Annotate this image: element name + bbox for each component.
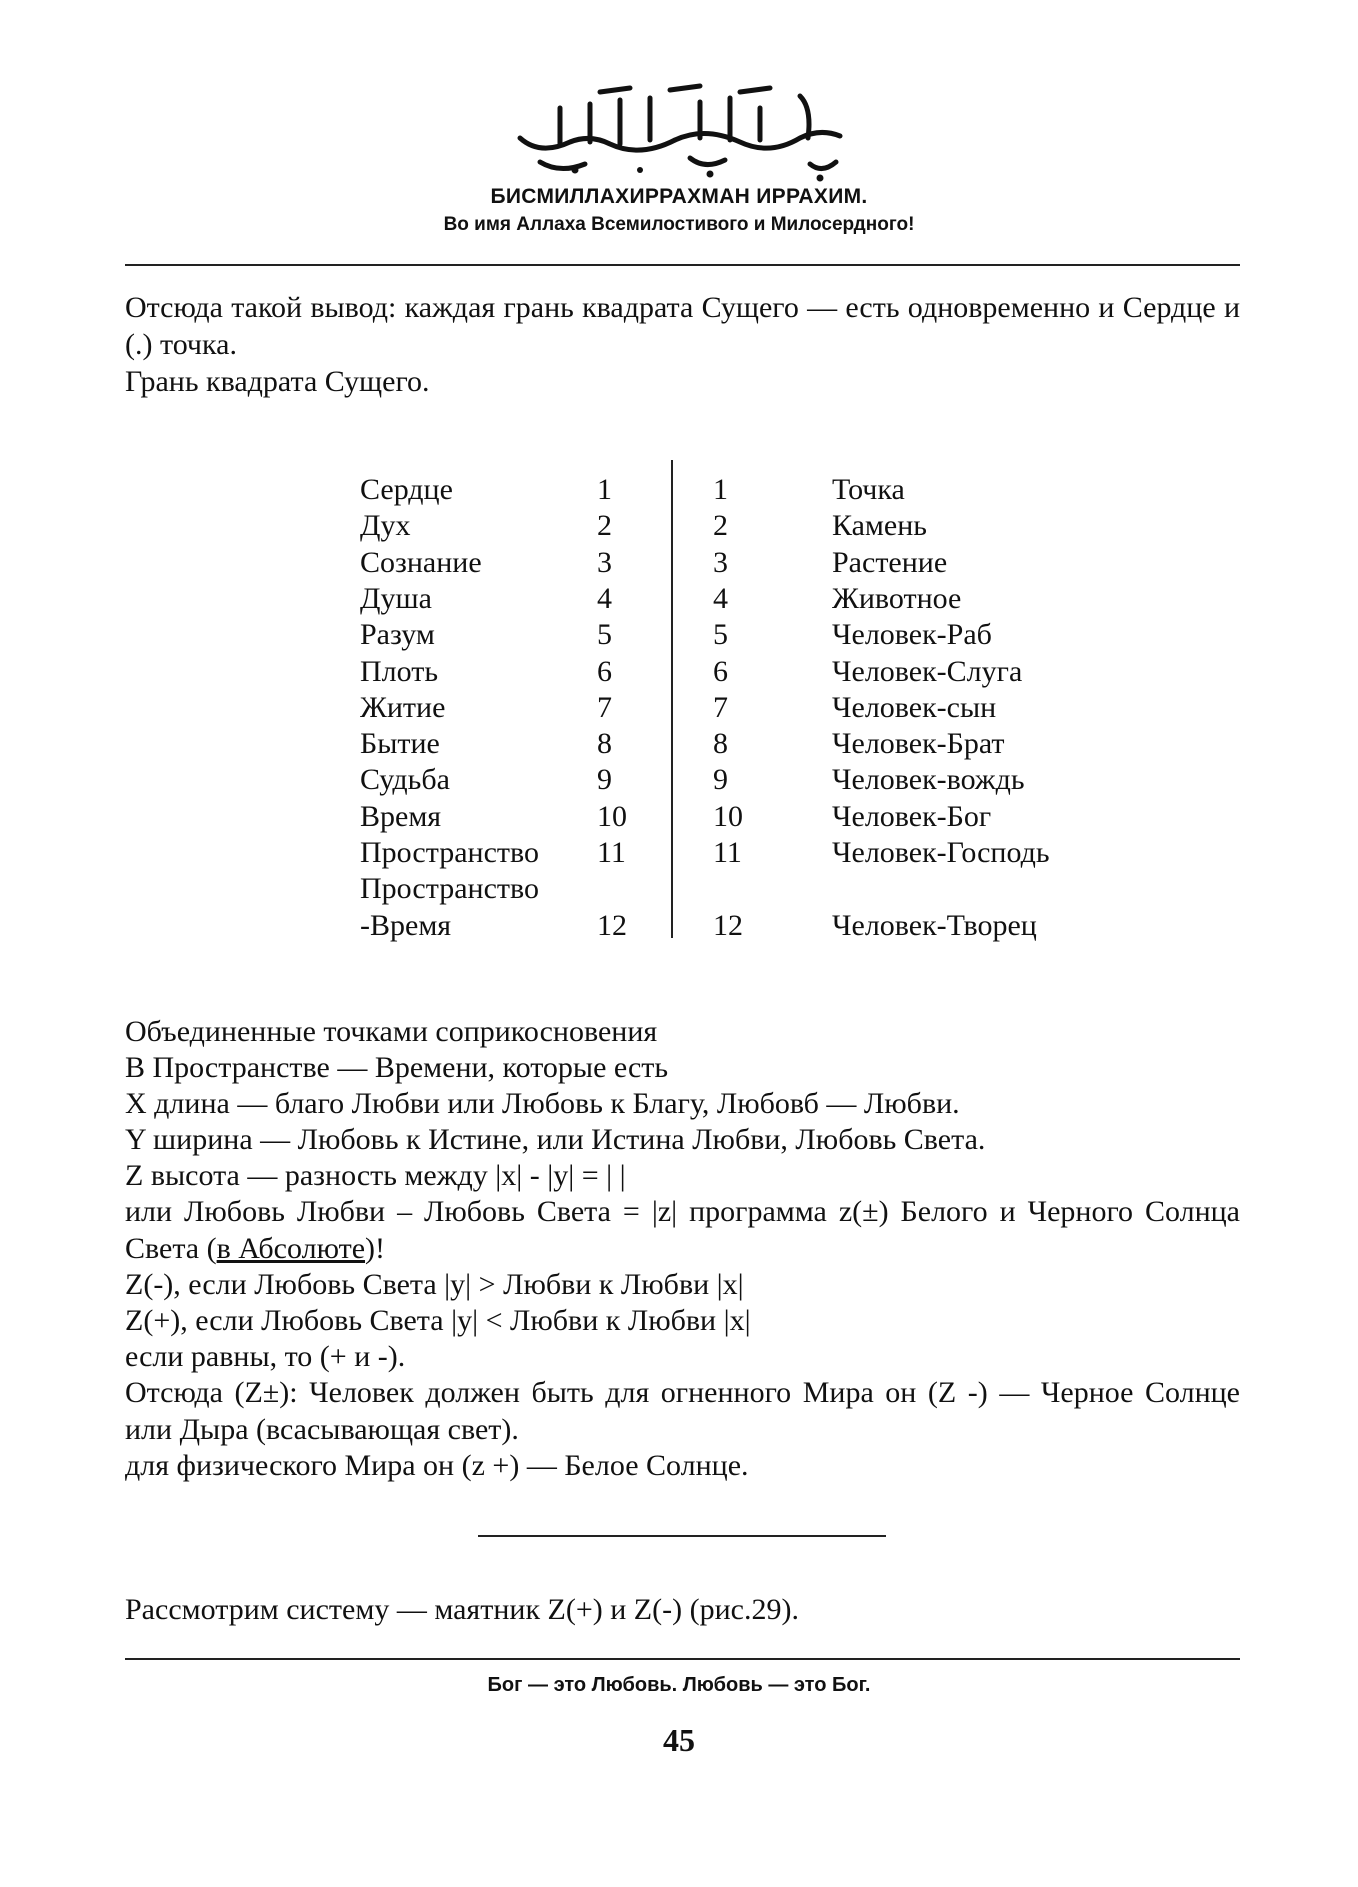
row-label-left: Судьба [360,763,450,797]
row-label-left: Бытие [360,727,440,761]
row-label-left: Пространство [360,872,539,906]
row-label-left: Плоть [360,654,439,688]
header-bismillah: БИСМИЛЛАХИРРАХМАН ИРРАХИМ. [490,185,868,208]
body-line: В Пространстве — Времени, которые есть [125,1051,669,1084]
footer-motto: Бог — это Любовь. Любовь — это Бог. [487,1674,871,1696]
row-number-left: 9 [597,763,612,797]
underlined-text: в Абсолюте [216,1231,366,1265]
row-number-right: 7 [713,690,728,724]
row-label-right: Человек-вождь [832,763,1025,797]
row-number-left: 5 [597,618,612,652]
row-label-right: Человек-Слуга [832,654,1023,688]
row-label-left: Душа [360,581,432,615]
body-line: Z(+), если Любовь Света |y| < Любви к Любви |x| [125,1304,751,1337]
header-divider [125,264,1240,266]
row-label-left: Время [360,799,442,833]
row-number-right: 4 [713,581,728,615]
row-label-right: Человек-Раб [832,618,992,652]
row-number-left: 2 [597,509,612,543]
row-label-right: Точка [832,473,905,506]
body-line: если равны, то (+ и -). [125,1340,406,1373]
row-label-right: Животное [832,581,962,615]
row-number-right: 11 [713,836,742,869]
body-line: Z(-), если Любовь Света |y| > Любви к Любви |x| [125,1268,744,1301]
row-number-left: 3 [597,545,612,579]
body-line: Y ширина — Любовь к Истине, или Истина Любви, Любовь Света. [125,1123,986,1156]
row-label-left: Разум [360,618,435,652]
body-text: )! [365,1231,385,1265]
row-label-right: Человек-сын [832,690,997,724]
page-number: 45 [663,1722,695,1758]
row-number-left: 1 [597,473,612,506]
row-label-right: Человек-Бог [832,799,992,833]
row-label-left: Сознание [360,545,482,579]
row-label-right: Человек-Господь [832,836,1050,869]
footer-divider [125,1658,1240,1660]
row-label-left: Пространство [360,836,539,869]
body-paragraph [125,1194,1240,1267]
row-number-right: 2 [713,509,728,543]
body-paragraph: Отсюда (Z±): Человек должен быть для огненного Мира он (Z -) — Черное Солнце или Дыра (всасывающая свет). [125,1376,1240,1446]
intro-heading: Грань квадрата Сущего. [125,365,430,398]
body-line: Объединенные точками соприкосновения [125,1015,658,1048]
basmala-calligraphy [500,78,860,188]
row-number-right: 9 [713,763,728,797]
row-label-left: Житие [360,690,446,724]
row-number-right: 1 [713,473,728,506]
row-number-right: 3 [713,545,728,579]
row-label-right: Человек-Творец [832,908,1037,942]
row-number-right: 8 [713,727,728,761]
body-text: или Любовь Любви – Любовь Света = |z| программа z(±) Белого и Черного Солнца Света ( [125,1195,1240,1265]
row-label-right: Растение [832,545,948,579]
row-number-right: 5 [713,618,728,652]
table-divider [671,460,673,938]
intro-paragraph: Отсюда такой вывод: каждая грань квадрата Сущего — есть одновременно и Сердце и (.) точка. [125,291,1240,361]
body-line: X длина — благо Любви или Любовь к Благу, Любовб — Любви. [125,1087,960,1120]
row-label-right: Камень [832,509,927,543]
row-label-right: Человек-Брат [832,727,1005,761]
row-number-left: 10 [597,799,627,833]
row-number-left: 8 [597,727,612,761]
row-number-right: 10 [713,799,743,833]
row-number-left: 11 [597,836,626,869]
body-line: для физического Мира он (z +) — Белое Солнце. [125,1449,749,1482]
row-number-left: 7 [597,690,612,724]
header-translation: Во имя Аллаха Всемилостивого и Милосердного! [443,214,915,235]
row-number-left: 4 [597,581,612,615]
section-divider [478,1535,886,1537]
row-number-right: 6 [713,654,728,688]
body-line: Z высота — разность между |x| - |y| = | | [125,1159,626,1192]
row-label-left: -Время [360,908,452,942]
row-label-left: Дух [360,509,411,543]
row-number-left: 6 [597,654,612,688]
closing-line: Рассмотрим систему — маятник Z(+) и Z(-) (рис.29). [125,1593,799,1626]
row-number-left: 12 [597,908,627,942]
row-number-right: 12 [713,908,743,942]
row-label-left: Сердце [360,473,453,506]
